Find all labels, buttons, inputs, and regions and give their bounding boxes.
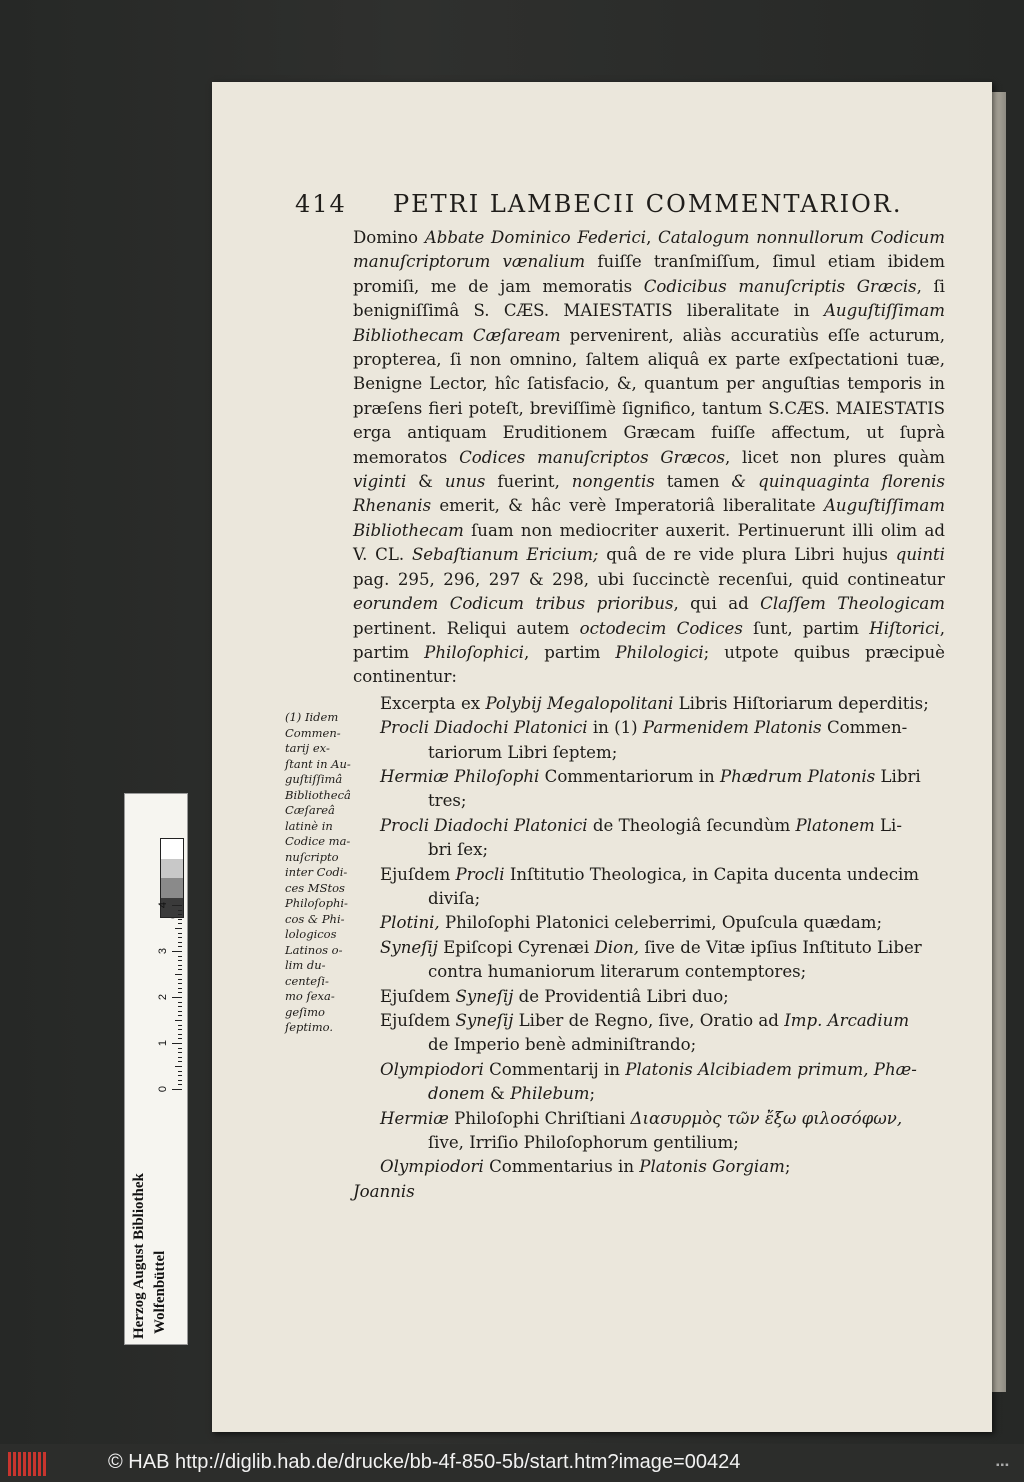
- entry-continuation: [380, 960, 945, 984]
- main-text: [353, 226, 945, 1204]
- text-run: Inſtitutio Theologica, in Capita ducenta undecim: [504, 864, 920, 884]
- text-run: Polybij Megalopolitani: [485, 693, 674, 713]
- logo-bar: [43, 1452, 46, 1476]
- entry-line: [380, 936, 945, 960]
- logo-bar: [8, 1452, 11, 1476]
- text-run: de Providentiâ Libri duo;: [513, 986, 729, 1006]
- text-run: Commentarius in: [483, 1157, 640, 1177]
- ruler-tick: [178, 1038, 182, 1039]
- running-head: [295, 190, 955, 224]
- text-run: Codicibus manuſcriptis Græcis: [643, 276, 917, 296]
- text-run: Hermiæ: [380, 1108, 449, 1128]
- ruler-tick: [178, 923, 182, 924]
- text-run: Philoſophi Chriſtiani: [448, 1108, 631, 1128]
- entry-continuation: [380, 789, 945, 813]
- gray-patch: [161, 839, 183, 859]
- entry-continuation: [380, 838, 945, 862]
- contents-entry: [380, 863, 945, 912]
- margin-note-line: Latinos o-: [285, 942, 343, 957]
- margin-note-line: Commen-: [285, 725, 341, 740]
- margin-note-line: mo ſexa-: [285, 989, 335, 1003]
- entry-line: [380, 1058, 945, 1082]
- logo-bar: [33, 1452, 36, 1476]
- margin-note-line: ſeptimo.: [285, 1020, 334, 1034]
- ruler-number: 3: [157, 947, 170, 955]
- ruler-tick: [178, 933, 182, 934]
- text-run: Procli: [455, 864, 505, 884]
- ruler-tick: [178, 956, 182, 957]
- margin-note-line: ſtant in Au-: [285, 756, 351, 771]
- text-run: Parmenidem Platonis: [642, 718, 822, 738]
- text-run: Syneſij: [455, 986, 514, 1006]
- margin-note-line: guſtiſſimâ: [285, 772, 343, 786]
- text-run: donem: [428, 1084, 485, 1104]
- text-run: &: [406, 472, 445, 492]
- text-run: Procli Diadochi Platonici: [380, 718, 588, 738]
- text-run: Platonis Alcibiadem primum, Phæ-: [625, 1059, 917, 1079]
- entry-line: [380, 765, 945, 789]
- margin-note-line: tarij ex-: [285, 741, 330, 755]
- logo-bar: [18, 1452, 21, 1476]
- ruler-tick: [178, 1071, 182, 1072]
- ruler-tick: [178, 1006, 182, 1007]
- contents-list: [353, 692, 945, 1180]
- text-run: Philoſophi Platonici celeberrimi, Opuſcula quædam;: [439, 913, 883, 933]
- margin-note-line: nuſcripto: [285, 849, 339, 864]
- ruler-tick: [178, 937, 182, 938]
- ruler-tick: [178, 1034, 182, 1035]
- text-run: ;: [589, 1084, 596, 1104]
- entry-line: [380, 1107, 945, 1131]
- footer-link[interactable]: © HAB http://diglib.hab.de/drucke/bb-4f-850-5b/start.htm?image=00424: [108, 1451, 741, 1473]
- ruler-tick: [178, 965, 182, 966]
- ruler-tick: [178, 1015, 182, 1016]
- margin-note-line: Bibliothecâ: [285, 787, 351, 802]
- ruler-tick: [178, 979, 182, 980]
- text-run: octodecim Codices: [579, 618, 743, 638]
- next-page-edge: [992, 92, 1006, 1392]
- entry-line: [380, 1009, 945, 1033]
- entry-continuation: [380, 1082, 945, 1106]
- contents-entry: [380, 716, 945, 765]
- ruler-tick: [172, 997, 182, 998]
- ruler-number: 1: [157, 1039, 170, 1047]
- text-run: Libri: [875, 766, 921, 786]
- margin-note: [285, 710, 355, 1036]
- margin-note-line: ces MStos: [285, 880, 345, 895]
- text-run: Codices manuſcriptos Græcos: [459, 447, 725, 467]
- ruler-tick: [175, 1020, 182, 1021]
- text-run: de Theologiâ ſecundùm: [587, 815, 796, 835]
- text-run: nongentis: [571, 472, 655, 492]
- margin-note-line: cos & Phi-: [285, 911, 345, 926]
- margin-note-line: Codice ma-: [285, 834, 351, 848]
- ruler-tick: [178, 910, 182, 911]
- ruler-tick: [178, 983, 182, 984]
- text-run: Syneſij: [455, 1011, 514, 1030]
- ruler-institution: Herzog August Bibliothek: [131, 1173, 147, 1339]
- ruler-tick: [178, 988, 182, 989]
- text-run: Plotini,: [380, 913, 440, 933]
- contents-entry: [380, 692, 945, 716]
- text-run: Philebum: [510, 1084, 590, 1104]
- text-run: Philoſophici: [424, 642, 524, 662]
- text-run: Liber de Regno, ſive, Oratio ad: [513, 1011, 785, 1030]
- text-run: Hiſtorici: [869, 618, 940, 638]
- gray-patch: [161, 859, 183, 879]
- text-run: & quinquaginta florenis Rhenanis: [353, 472, 946, 516]
- text-run: pag. 295, 296, 297 & 298, ubi ſuccinctè recenſui, quid contineatur: [353, 569, 945, 589]
- entry-continuation: [380, 1131, 945, 1155]
- entry-line: [380, 863, 945, 887]
- ruler-tick: [178, 1057, 182, 1058]
- entry-line: [380, 692, 945, 716]
- contents-entry: [380, 1058, 945, 1107]
- ruler-tick: [178, 1080, 182, 1081]
- text-run: ſive, Irriſio Philoſophorum gentilium;: [428, 1133, 739, 1153]
- entry-continuation: [380, 741, 945, 765]
- margin-note-line: centeſi-: [285, 973, 329, 988]
- ruler-tick: [178, 1084, 182, 1085]
- text-run: Ejuſdem: [380, 1011, 456, 1030]
- ruler-tick: [178, 1075, 182, 1076]
- text-run: Claſſem Theologicam: [760, 594, 945, 614]
- text-run: Commentariorum in: [539, 766, 720, 786]
- ruler-tick: [178, 1061, 182, 1062]
- text-run: Commentarij in: [483, 1059, 626, 1079]
- contents-entry: [380, 1155, 945, 1179]
- text-run: , licet non plures quàm: [724, 447, 945, 467]
- entry-line: [380, 1155, 945, 1179]
- contents-entry: [380, 911, 945, 935]
- text-run: Philologici: [615, 642, 704, 662]
- ruler-tick: [172, 905, 182, 906]
- text-run: , partim: [353, 618, 945, 662]
- text-run: ſunt, partim: [742, 618, 870, 638]
- text-run: quâ de re vide plura Libri hujus: [598, 545, 896, 565]
- contents-entry: [380, 1107, 945, 1156]
- ruler-tick: [178, 1048, 182, 1049]
- text-run: Ejuſdem: [380, 864, 456, 884]
- text-run: Excerpta ex: [380, 693, 486, 713]
- ruler-tick: [172, 951, 182, 952]
- entry-continuation: [380, 887, 945, 911]
- text-run: &: [484, 1084, 511, 1104]
- catchword: Joannis: [353, 1181, 415, 1201]
- text-run: bri ſex;: [428, 840, 489, 860]
- text-run: fuiſſe tranſmiſſum, ſimul etiam ibidem promiſi, me de jam memoratis: [353, 252, 945, 296]
- running-title: PETRI LAMBECII COMMENTARIOR.: [393, 190, 903, 218]
- margin-note-line: inter Codi-: [285, 865, 348, 879]
- text-run: Catalogum nonnullorum Codicum manuſcriptorum vænalium: [353, 228, 945, 272]
- text-run: Phædrum Platonis: [719, 766, 876, 786]
- text-run: de Imperio benè adminiſtrando;: [428, 1035, 697, 1055]
- text-run: Auguſtiſſimam Bibliothecam Cæſaream: [353, 301, 945, 345]
- ruler-tick: [178, 992, 182, 993]
- ruler-tick: [172, 1043, 182, 1044]
- text-run: ſive de Vitæ ipſius Inſtituto Liber: [639, 937, 922, 957]
- ruler-tick: [178, 969, 182, 970]
- text-run: Platonis Gorgiam: [639, 1157, 785, 1177]
- entry-line: [380, 985, 945, 1009]
- margin-note-line: geſimo: [285, 1004, 325, 1019]
- ruler-scale: [157, 901, 184, 1095]
- text-run: ſuam non mediocriter auxerit. Pertinuerunt illi olim ad V. CL.: [353, 520, 945, 565]
- text-run: Li-: [874, 815, 902, 835]
- logo-bar: [23, 1452, 26, 1476]
- text-run: , ſi benigniſſimâ S. CÆS. MAIESTATIS liberalitate in: [353, 276, 945, 321]
- text-run: viginti: [353, 472, 407, 492]
- text-run: Commen-: [821, 718, 908, 738]
- text-run: ;: [784, 1157, 791, 1177]
- text-run: Διασυρμὸς τῶν ἔξω φιλοσόφων,: [630, 1108, 903, 1128]
- text-run: Abbate Dominico Federici: [424, 228, 647, 247]
- text-run: quinti: [895, 545, 945, 565]
- text-run: Hermiæ Philoſophi: [380, 766, 540, 786]
- text-run: Auguſtiſſimam Bibliothecam: [353, 496, 945, 540]
- text-run: , qui ad: [673, 594, 761, 614]
- entry-line: [380, 814, 945, 838]
- ruler-tick: [172, 1089, 182, 1090]
- ruler-tick: [178, 946, 182, 947]
- contents-entry: [380, 1009, 945, 1058]
- ruler-tick: [175, 928, 182, 929]
- contents-entry: [380, 814, 945, 863]
- ruler-tick: [178, 1052, 182, 1053]
- text-run: emerit, & hâc verè Imperatoriâ liberalitate: [431, 496, 824, 516]
- body-paragraph: [353, 226, 945, 690]
- margin-note-line: Cæſareâ: [285, 803, 335, 817]
- page-number: 414: [295, 190, 347, 218]
- hab-logo-icon: [8, 1452, 48, 1476]
- entry-line: [380, 911, 945, 935]
- text-run: unus: [444, 472, 486, 492]
- logo-bar: [13, 1452, 16, 1476]
- text-run: tariorum Libri ſeptem;: [428, 742, 618, 762]
- text-run: contra humaniorum literarum contemptores;: [428, 962, 807, 982]
- text-run: diviſa;: [428, 888, 481, 908]
- footer-bar: [0, 1444, 1024, 1482]
- ruler-tick: [178, 960, 182, 961]
- logo-bar: [28, 1452, 31, 1476]
- text-run: fuerint,: [485, 472, 572, 492]
- text-run: eorundem Codicum tribus prioribus: [353, 594, 674, 614]
- gray-patch: [161, 878, 183, 898]
- text-run: Dion,: [594, 937, 640, 957]
- text-run: tres;: [428, 791, 467, 811]
- text-run: Procli Diadochi Platonici: [380, 815, 588, 835]
- text-run: ; utpote quibus præcipuè continentur:: [353, 642, 945, 687]
- ruler-tick: [178, 1002, 182, 1003]
- text-run: pervenirent, aliàs accuratiùs eſſe acturum, propterea, ſi non omnino, ſaltem aliquâ ex parte exſpectationi tuæ, Benigne Lector, hîc ſatisfacio, &, quantum per anguſtias temporis in præſens fieri poteſt, breviſſimè ſignifico, tantum S.CÆS. MAIESTATIS erga antiquam Eruditionem Græcam fuiſſe affectum, ut ſuprà memoratos: [353, 325, 945, 467]
- text-run: , partim: [523, 642, 616, 662]
- text-run: Olympiodori: [380, 1059, 484, 1079]
- more-icon[interactable]: ▪▪▪: [996, 1460, 1010, 1471]
- contents-entry: [380, 765, 945, 814]
- margin-note-line: (1) Iidem: [285, 710, 339, 724]
- text-run: Syneſij: [380, 937, 438, 957]
- ruler-location: Wolfenbüttel: [152, 1250, 168, 1334]
- margin-note-line: Philoſophi-: [285, 896, 348, 910]
- text-run: Platonem: [795, 815, 875, 835]
- contents-entry: [380, 985, 945, 1009]
- text-run: Ejuſdem: [380, 986, 456, 1006]
- text-run: pertinent. Reliqui autem: [353, 618, 580, 638]
- text-run: Domino: [353, 228, 425, 247]
- ruler-number: 4: [157, 901, 170, 909]
- margin-note-line: lologicos: [285, 927, 337, 941]
- ruler-tick: [178, 1029, 182, 1030]
- margin-note-line: latinè in: [285, 818, 333, 833]
- text-run: Sebaſtianum Ericium;: [411, 545, 599, 565]
- text-run: Epiſcopi Cyrenæi: [437, 937, 595, 957]
- margin-note-line: lim du-: [285, 958, 326, 972]
- entry-continuation: [380, 1033, 945, 1057]
- contents-entry: [380, 936, 945, 985]
- ruler-tick: [175, 974, 182, 975]
- text-run: Olympiodori: [380, 1157, 484, 1177]
- ruler-number: 0: [157, 1085, 170, 1093]
- text-run: Libris Hiſtoriarum deperditis;: [673, 693, 929, 713]
- ruler-number: 2: [157, 993, 170, 1001]
- text-run: tamen: [654, 472, 732, 492]
- logo-bar: [38, 1452, 41, 1476]
- ruler-tick: [175, 1066, 182, 1067]
- ruler-tick: [178, 919, 182, 920]
- text-run: Imp. Arcadium: [784, 1011, 910, 1030]
- ruler-tick: [178, 1011, 182, 1012]
- text-run: in (1): [587, 718, 643, 738]
- text-run: ,: [646, 228, 659, 247]
- ruler-tick: [178, 942, 182, 943]
- entry-line: [380, 716, 945, 740]
- ruler-tick: [178, 1025, 182, 1026]
- ruler-tick: [178, 914, 182, 915]
